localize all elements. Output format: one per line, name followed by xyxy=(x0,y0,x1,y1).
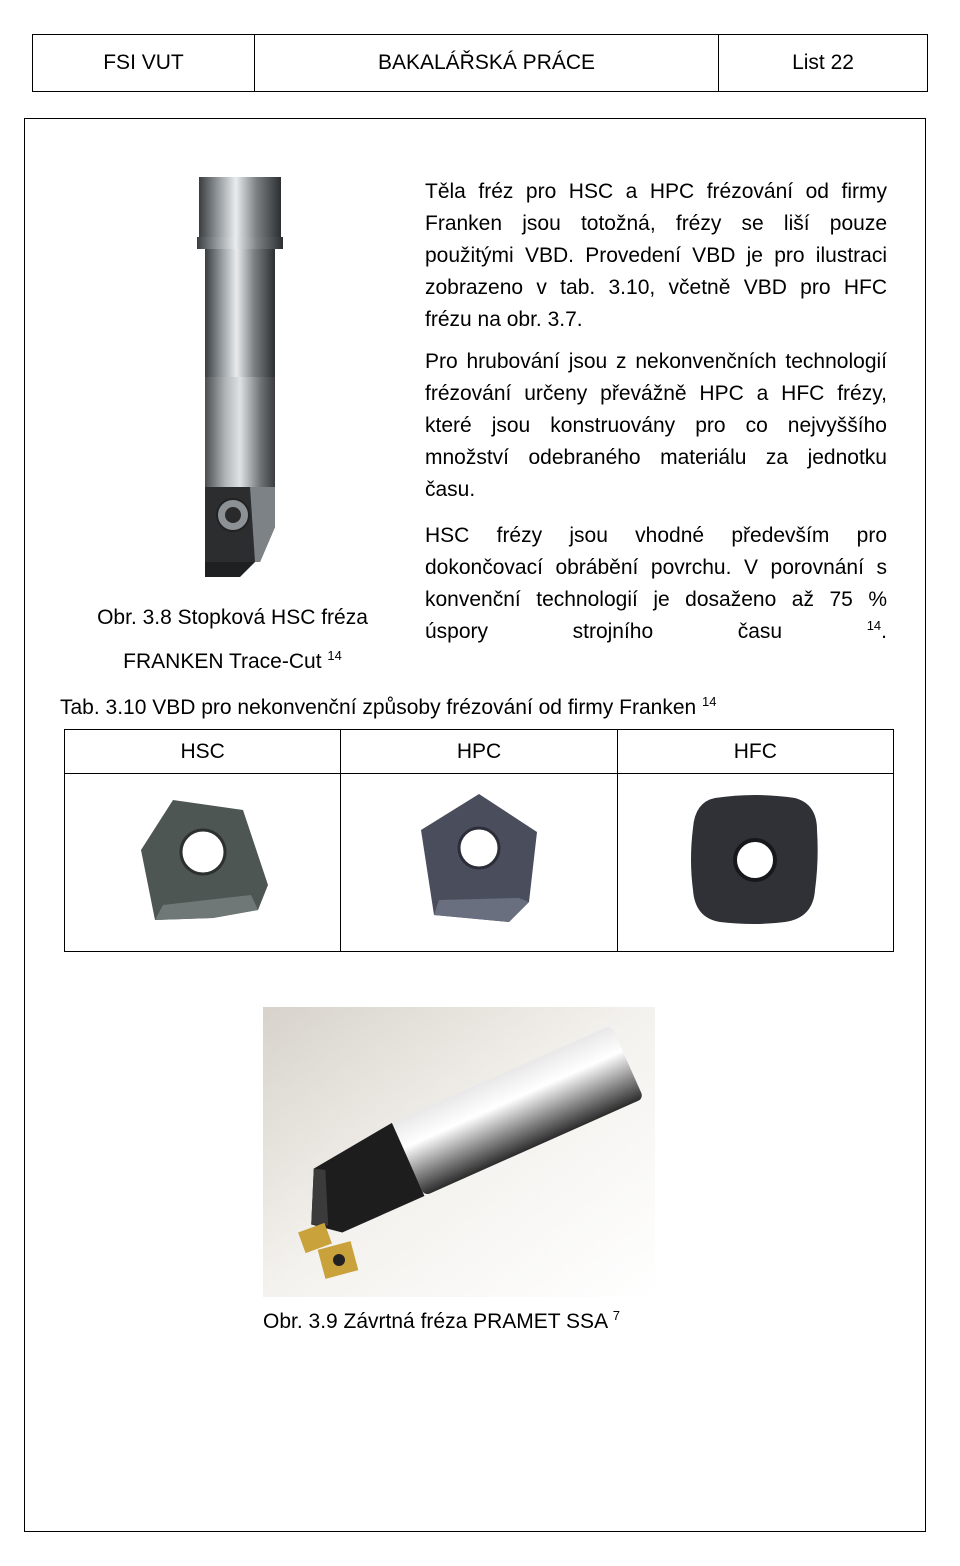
figure-3-8-reference: 14 xyxy=(327,648,342,663)
table-3-10-caption xyxy=(60,696,717,720)
body-text xyxy=(425,176,887,658)
header-faculty: FSI VUT xyxy=(33,35,255,91)
cell-hpc-insert xyxy=(341,774,617,952)
hpc-insert-image xyxy=(409,790,549,930)
figure-3-8-caption-text: FRANKEN Trace-Cut xyxy=(123,650,322,673)
hfc-insert-image xyxy=(685,790,825,930)
end-mill-image xyxy=(195,177,285,577)
header-page-number: List 22 xyxy=(792,51,854,74)
paragraph-2: Pro hrubování jsou z nekonvenčních technologií frézování určeny převážně HPC a HFC frézy, které jsou konstruovány pro co nejvyššího množství odebraného materiálu za jednotku času. xyxy=(425,350,887,501)
figure-3-9-caption xyxy=(263,1310,620,1334)
column-hpc: HPC xyxy=(341,730,617,774)
column-hsc: HSC xyxy=(65,730,341,774)
table-3-10-reference: 14 xyxy=(702,694,717,709)
header-thesis-type: BAKALÁŘSKÁ PRÁCE xyxy=(255,35,719,91)
paragraph-3 xyxy=(425,520,887,648)
cell-hsc-insert xyxy=(65,774,341,952)
table-header-row xyxy=(65,730,894,774)
paragraph-3-text: HSC frézy jsou vhodné především pro dokončovací obrábění povrchu. V porovnání s konvenční technologií je dosaženo až 75 % úspory strojního času xyxy=(425,524,887,643)
hsc-insert-image xyxy=(133,790,273,930)
table-3-10-caption-text: Tab. 3.10 VBD pro nekonvenční způsoby frézování od firmy Franken xyxy=(60,696,697,719)
figure-3-8-caption-line2 xyxy=(70,640,395,684)
insert-table xyxy=(64,729,894,952)
paragraph-3-end: . xyxy=(881,620,887,643)
table-image-row xyxy=(65,774,894,952)
column-hfc: HFC xyxy=(617,730,893,774)
paragraph-3-reference: 14 xyxy=(866,618,882,633)
cell-hfc-insert xyxy=(617,774,893,952)
paragraph-1: Těla fréz pro HSC a HPC frézování od firmy Franken jsou totožná, frézy se liší pouze použitými VBD. Provedení VBD je pro ilustraci zobrazeno v tab. 3.10, včetně VBD pro HFC frézu na obr. 3.7. xyxy=(425,180,887,331)
plunge-mill-image xyxy=(263,1007,655,1297)
figure-3-8-caption xyxy=(70,596,395,684)
page-header xyxy=(32,34,928,92)
figure-3-9-reference: 7 xyxy=(612,1308,620,1323)
figure-3-9-caption-text: Obr. 3.9 Závrtná fréza PRAMET SSA xyxy=(263,1310,607,1333)
figure-3-8-caption-line1: Obr. 3.8 Stopková HSC fréza xyxy=(97,606,368,629)
